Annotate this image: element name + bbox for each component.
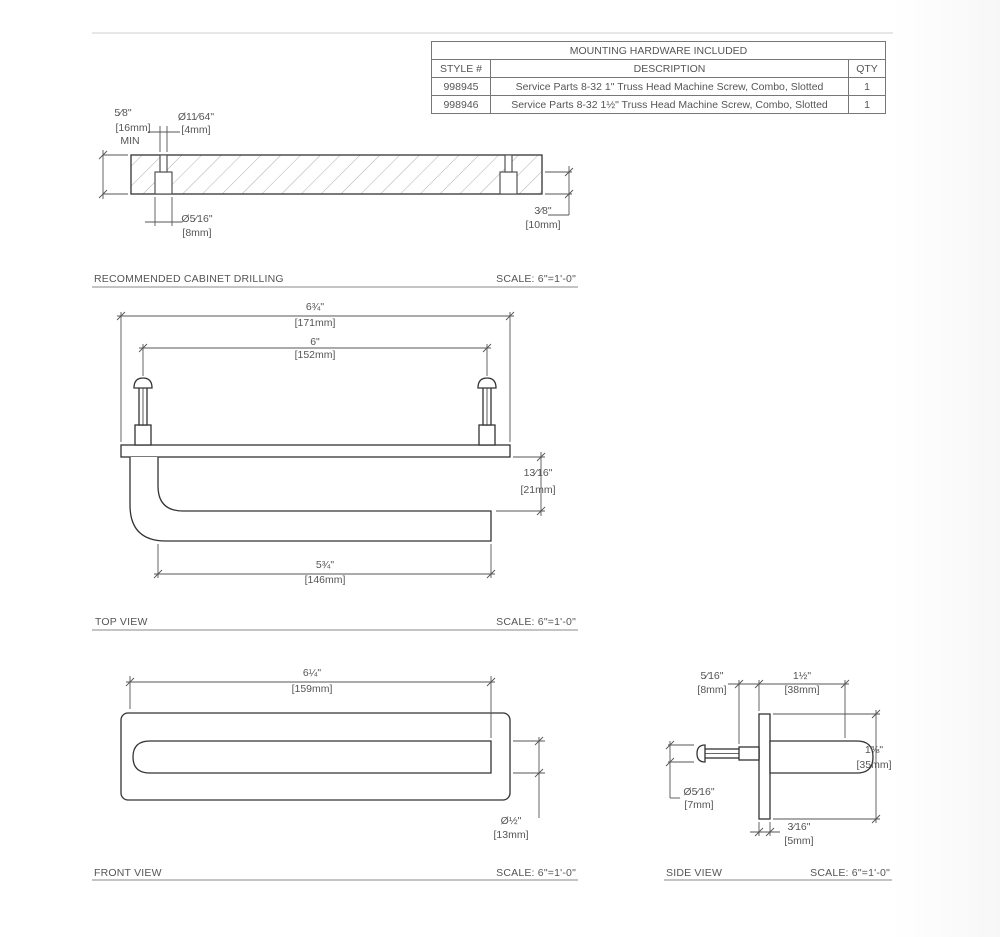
front-diameter-mm: [13mm] xyxy=(493,829,529,841)
top-view-title: TOP VIEW xyxy=(95,616,148,628)
side-depth-mm: [38mm] xyxy=(784,684,820,696)
row-style: 998946 xyxy=(432,96,491,114)
top-bar-length-mm: [146mm] xyxy=(304,574,346,586)
top-overall-mm: [171mm] xyxy=(294,317,336,329)
drilling-scale: SCALE: 6"=1'-0" xyxy=(496,273,576,285)
side-screw-in: 5⁄16" xyxy=(700,670,724,682)
top-projection-mm: [21mm] xyxy=(520,484,556,496)
side-screw-mm: [8mm] xyxy=(697,684,727,696)
side-screw-collar xyxy=(739,747,759,760)
front-length-mm: [159mm] xyxy=(291,683,333,695)
pilot-hole-in: Ø11⁄64" xyxy=(177,111,215,123)
counterbore-left xyxy=(155,172,172,194)
side-view-scale: SCALE: 6"=1'-0" xyxy=(810,867,890,879)
handle-bar xyxy=(130,457,491,541)
top-view-scale: SCALE: 6"=1'-0" xyxy=(496,616,576,628)
dim-overall xyxy=(117,312,514,442)
row-qty: 1 xyxy=(849,96,886,114)
dim-panel-depth xyxy=(99,150,128,199)
row-qty: 1 xyxy=(849,78,886,96)
side-plate xyxy=(759,714,770,819)
drill-depth-mm: [16mm] xyxy=(115,122,151,134)
screw-right xyxy=(478,378,496,445)
side-head-mm: [7mm] xyxy=(684,799,714,811)
side-height-in: 1⅜" xyxy=(864,744,884,756)
side-view-title: SIDE VIEW xyxy=(666,867,723,879)
pilot-hole-mm: [4mm] xyxy=(181,124,211,136)
top-bar-length-in: 5¾" xyxy=(315,559,335,571)
top-center-mm: [152mm] xyxy=(294,349,336,361)
dim-pilot-hole xyxy=(148,126,180,152)
row-description: Service Parts 8-32 1" Truss Head Machine Screw, Combo, Slotted xyxy=(491,78,849,96)
counterbore-mm: [8mm] xyxy=(182,227,212,239)
header-qty: QTY xyxy=(849,60,886,78)
drilling-title: RECOMMENDED CABINET DRILLING xyxy=(94,273,284,285)
pilot-hole-right xyxy=(505,155,512,172)
front-bar xyxy=(133,741,491,773)
drill-depth-in: 5⁄8" xyxy=(114,107,132,119)
row-description: Service Parts 8-32 1½" Truss Head Machine Screw, Combo, Slotted xyxy=(491,96,849,114)
side-head-in: Ø5⁄16" xyxy=(683,786,715,798)
row-style: 998945 xyxy=(432,78,491,96)
mounting-plate xyxy=(121,445,510,457)
front-view-title: FRONT VIEW xyxy=(94,867,162,879)
counterbore-depth-mm: [10mm] xyxy=(525,219,561,231)
cabinet-panel-section xyxy=(131,155,542,194)
front-view xyxy=(121,676,545,818)
front-diameter-in: Ø½" xyxy=(500,815,522,827)
dim-front-diameter xyxy=(513,737,545,818)
top-center-in: 6" xyxy=(310,336,320,348)
top-projection-in: 13⁄16" xyxy=(523,467,553,479)
counterbore-depth-in: 3⁄8" xyxy=(534,205,552,217)
counterbore-right xyxy=(500,172,517,194)
dim-counterbore xyxy=(145,197,182,226)
side-screw-head xyxy=(697,745,705,762)
dim-side-plate xyxy=(750,822,780,836)
top-overall-in: 6¾" xyxy=(305,301,325,313)
pilot-hole-left xyxy=(160,155,167,172)
side-plate-in: 3⁄16" xyxy=(787,821,811,833)
side-plate-mm: [5mm] xyxy=(784,835,814,847)
drill-depth-note: MIN xyxy=(120,135,140,147)
front-view-scale: SCALE: 6"=1'-0" xyxy=(496,867,576,879)
cabinet-drilling-view xyxy=(99,126,573,226)
hardware-table-title: MOUNTING HARDWARE INCLUDED xyxy=(432,42,886,60)
counterbore-in: Ø5⁄16" xyxy=(181,213,213,225)
side-view xyxy=(666,680,880,836)
side-depth-in: 1½" xyxy=(792,670,812,682)
side-height-mm: [35mm] xyxy=(856,759,892,771)
header-style: STYLE # xyxy=(432,60,491,78)
header-description: DESCRIPTION xyxy=(491,60,849,78)
front-length-in: 6¼" xyxy=(302,667,322,679)
screw-left xyxy=(134,378,152,445)
